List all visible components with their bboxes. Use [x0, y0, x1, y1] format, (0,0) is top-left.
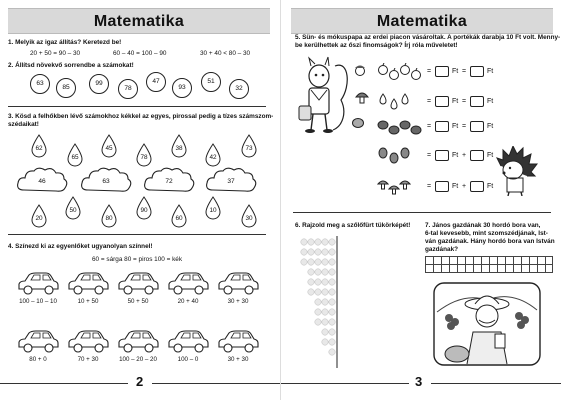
- raindrop-number: 45: [105, 145, 113, 152]
- page-title: Matematika: [291, 8, 553, 34]
- footer-line: [152, 383, 280, 384]
- cloud-number: 46: [38, 178, 46, 185]
- car-expression: 30 + 30: [227, 298, 249, 305]
- page-number: 3: [415, 374, 423, 389]
- currency-label: Ft: [452, 152, 459, 159]
- raindrop: [100, 134, 118, 158]
- currency-label: Ft: [452, 123, 459, 130]
- answer-box[interactable]: [435, 121, 449, 132]
- answer-box[interactable]: [435, 96, 449, 107]
- q6-question: 6. Rajzold meg a szőlőfürt tükörképét!: [295, 222, 411, 229]
- car-shape[interactable]: [216, 330, 260, 354]
- raindrop: [240, 204, 258, 228]
- equals-sign: =: [462, 68, 467, 75]
- page-number: 2: [136, 374, 144, 389]
- car-expression: 100 – 10 – 10: [19, 298, 57, 305]
- raindrop-number: 38: [175, 145, 183, 152]
- car-shape[interactable]: [166, 272, 210, 296]
- raindrop-number: 80: [105, 215, 113, 222]
- q4-question: 4. Színezd ki az egyenlőket ugyanolyan színnel!: [8, 243, 153, 250]
- answer-box[interactable]: [470, 150, 484, 161]
- currency-label: Ft: [487, 152, 494, 159]
- car-expression: 20 + 40: [177, 298, 199, 305]
- produce-group: [377, 117, 421, 137]
- q1-statement-1[interactable]: 20 + 50 = 90 – 30: [30, 50, 81, 57]
- currency-label: Ft: [452, 68, 459, 75]
- car-expression: 10 + 50: [77, 298, 99, 305]
- produce-group: [377, 177, 421, 197]
- cloud: [16, 166, 68, 196]
- raindrop-number: 42: [209, 154, 217, 161]
- car-expression: 70 + 30: [77, 356, 99, 363]
- grape-cluster-illustration: [299, 236, 375, 368]
- car-expression: 30 + 30: [227, 356, 249, 363]
- cloud: [80, 166, 132, 196]
- right-page: [281, 0, 561, 400]
- currency-label: Ft: [452, 98, 459, 105]
- answer-box[interactable]: [470, 96, 484, 107]
- produce-group: [377, 146, 421, 166]
- q1-statement-2[interactable]: 60 – 40 = 100 – 90: [113, 50, 167, 57]
- car-shape[interactable]: [166, 330, 210, 354]
- hedgehog-illustration: [493, 146, 539, 196]
- car-shape[interactable]: [16, 330, 60, 354]
- equals-sign: =: [427, 98, 432, 105]
- number-circle: 47: [146, 72, 166, 92]
- raindrop: [135, 196, 153, 220]
- raindrop: [170, 204, 188, 228]
- answer-box[interactable]: [435, 181, 449, 192]
- left-page: [0, 0, 280, 400]
- produce-group: [377, 92, 421, 112]
- cloud-number: 37: [227, 178, 235, 185]
- number-circle: 51: [201, 72, 221, 92]
- equals-sign: =: [462, 98, 467, 105]
- q7-line-1: 7. János gazdának 30 hordó bora van,: [425, 222, 541, 229]
- equals-sign: =: [462, 123, 467, 130]
- q3-question: 3. Kösd a felhőkben lévő számokhoz kékkel az egyes, pirossal pedig a tízes számszom-: [8, 113, 274, 120]
- apple-icon: [410, 67, 422, 85]
- raindrop: [204, 143, 222, 167]
- number-circle: 63: [30, 74, 50, 94]
- raindrop-number: 60: [175, 215, 183, 222]
- answer-box[interactable]: [435, 66, 449, 77]
- acorn-icon: [353, 62, 367, 76]
- q1-question: 1. Melyik az igaz állítás? Keretezd be!: [8, 39, 122, 46]
- car-shape[interactable]: [16, 272, 60, 296]
- currency-label: Ft: [487, 123, 494, 130]
- equals-sign: =: [427, 152, 432, 159]
- q7-line-4: gazdának?: [425, 246, 459, 253]
- number-circle: 32: [229, 79, 249, 99]
- answer-box[interactable]: [470, 66, 484, 77]
- raindrop-number: 10: [209, 207, 217, 214]
- raindrop-number: 20: [35, 215, 43, 222]
- divider: [8, 234, 266, 235]
- produce-group: [377, 62, 421, 82]
- car-expression: 80 + 0: [29, 356, 47, 363]
- plus-sign: +: [462, 183, 467, 190]
- car-expression: 100 – 0: [177, 356, 199, 363]
- plus-sign: +: [462, 152, 467, 159]
- car-shape[interactable]: [66, 272, 110, 296]
- equals-sign: =: [427, 183, 432, 190]
- divider: [8, 106, 266, 107]
- car-shape[interactable]: [216, 272, 260, 296]
- raindrop: [135, 143, 153, 167]
- raindrop: [30, 134, 48, 158]
- q5-question: 5. Sün- és mókuspapa az erdei piacon vásároltak. A portékák darabja 10 Ft volt. Menny-: [295, 34, 561, 41]
- cloud: [143, 166, 195, 196]
- cloud-number: 72: [165, 178, 173, 185]
- footer-line: [0, 383, 128, 384]
- number-circle: 93: [172, 78, 192, 98]
- number-circle: 99: [89, 74, 109, 94]
- q2-question: 2. Állítsd növekvő sorrendbe a számokat!: [8, 62, 134, 69]
- raindrop-number: 73: [245, 145, 253, 152]
- squirrel-illustration: [295, 56, 349, 134]
- number-circle: 78: [118, 79, 138, 99]
- currency-label: Ft: [452, 183, 459, 190]
- car-shape[interactable]: [116, 272, 160, 296]
- q5-question-cont: be kerülhettek az őszi finomságok? Írj róla műveletet!: [295, 42, 458, 49]
- q7-line-3: ván gazdának. Hány hordó bora van István: [425, 238, 555, 245]
- raindrop: [170, 134, 188, 158]
- car-shape[interactable]: [66, 330, 110, 354]
- answer-box[interactable]: [435, 150, 449, 161]
- mushroom-icon: [399, 177, 411, 195]
- chestnut-icon: [410, 122, 422, 140]
- farmer-wine-illustration: [433, 282, 541, 366]
- answer-grid[interactable]: [425, 256, 553, 273]
- raindrop-number: 78: [140, 154, 148, 161]
- footer-line: [431, 383, 561, 384]
- cloud: [205, 166, 257, 196]
- color-legend: 60 = sárga 80 = piros 100 = kék: [92, 256, 183, 263]
- mushroom-icon: [355, 90, 369, 104]
- raindrop: [240, 134, 258, 158]
- answer-box[interactable]: [470, 121, 484, 132]
- car-shape[interactable]: [116, 330, 160, 354]
- raindrop-number: 30: [245, 215, 253, 222]
- plum-icon: [399, 146, 411, 164]
- equals-sign: =: [427, 123, 432, 130]
- answer-box[interactable]: [470, 181, 484, 192]
- q3-question-cont: szédaikat!: [8, 121, 39, 128]
- currency-label: Ft: [487, 68, 494, 75]
- q1-statement-3[interactable]: 30 + 40 < 80 – 30: [200, 50, 251, 57]
- raindrop-number: 90: [140, 207, 148, 214]
- footer-line: [281, 383, 409, 384]
- q7-line-2: 6-tal kevesebb, mint szomszédjának, Ist-: [425, 230, 548, 237]
- raindrop: [64, 196, 82, 220]
- raindrop: [100, 204, 118, 228]
- car-expression: 100 – 20 – 20: [119, 356, 157, 363]
- raindrop-number: 50: [69, 207, 77, 214]
- car-expression: 50 + 50: [127, 298, 149, 305]
- nut-icon: [351, 116, 365, 130]
- page-title: Matematika: [8, 8, 270, 34]
- equals-sign: =: [427, 68, 432, 75]
- raindrop: [30, 204, 48, 228]
- currency-label: Ft: [487, 183, 494, 190]
- divider: [293, 212, 551, 213]
- raindrop: [66, 143, 84, 167]
- currency-label: Ft: [487, 98, 494, 105]
- raindrop-number: 65: [71, 154, 79, 161]
- cloud-number: 63: [102, 178, 110, 185]
- raindrop-number: 62: [35, 145, 43, 152]
- pear-icon: [399, 92, 411, 110]
- number-circle: 85: [56, 78, 76, 98]
- raindrop: [204, 196, 222, 220]
